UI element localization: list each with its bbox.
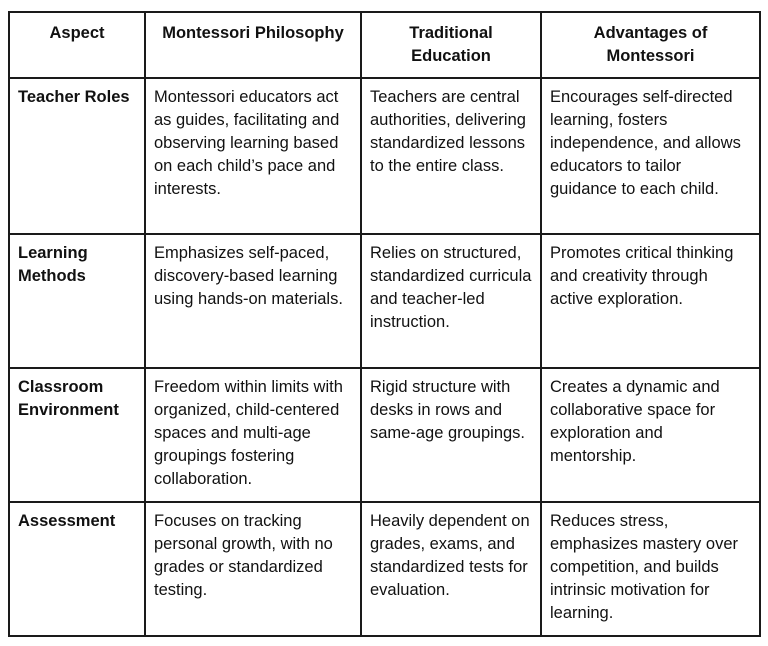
header-traditional-education: Traditional Education	[361, 12, 541, 78]
row-aspect-cell: Learning Methods	[9, 234, 145, 368]
header-advantages-of-montessori: Advantages of Montessori	[541, 12, 760, 78]
row-aspect-cell: Classroom Environment	[9, 368, 145, 502]
header-aspect: Aspect	[9, 12, 145, 78]
traditional-cell: Heavily dependent on grades, exams, and standardized tests for evaluation.	[361, 502, 541, 636]
table-row	[9, 234, 760, 368]
row-aspect-cell: Teacher Roles	[9, 78, 145, 234]
table-row	[9, 368, 760, 502]
advantages-cell: Promotes critical thinking and creativity through active exploration.	[541, 234, 760, 368]
table-row	[9, 502, 760, 636]
montessori-cell: Focuses on tracking personal growth, with no grades or standardized testing.	[145, 502, 361, 636]
header-row	[9, 12, 760, 78]
header-montessori-philosophy: Montessori Philosophy	[145, 12, 361, 78]
montessori-cell: Emphasizes self-paced, discovery-based learning using hands-on materials.	[145, 234, 361, 368]
traditional-cell: Relies on structured, standardized curricula and teacher-led instruction.	[361, 234, 541, 368]
traditional-cell: Teachers are central authorities, delivering standardized lessons to the entire class.	[361, 78, 541, 234]
row-aspect-cell: Assessment	[9, 502, 145, 636]
montessori-cell: Freedom within limits with organized, child-centered spaces and multi-age groupings fostering collaboration.	[145, 368, 361, 502]
traditional-cell: Rigid structure with desks in rows and same-age groupings.	[361, 368, 541, 502]
advantages-cell: Creates a dynamic and collaborative space for exploration and mentorship.	[541, 368, 760, 502]
advantages-cell: Encourages self-directed learning, fosters independence, and allows educators to tailor guidance to each child.	[541, 78, 760, 234]
advantages-cell: Reduces stress, emphasizes mastery over competition, and builds intrinsic motivation for learning.	[541, 502, 760, 636]
comparison-table	[8, 11, 761, 637]
montessori-cell: Montessori educators act as guides, facilitating and observing learning based on each child’s pace and interests.	[145, 78, 361, 234]
table-row	[9, 78, 760, 234]
